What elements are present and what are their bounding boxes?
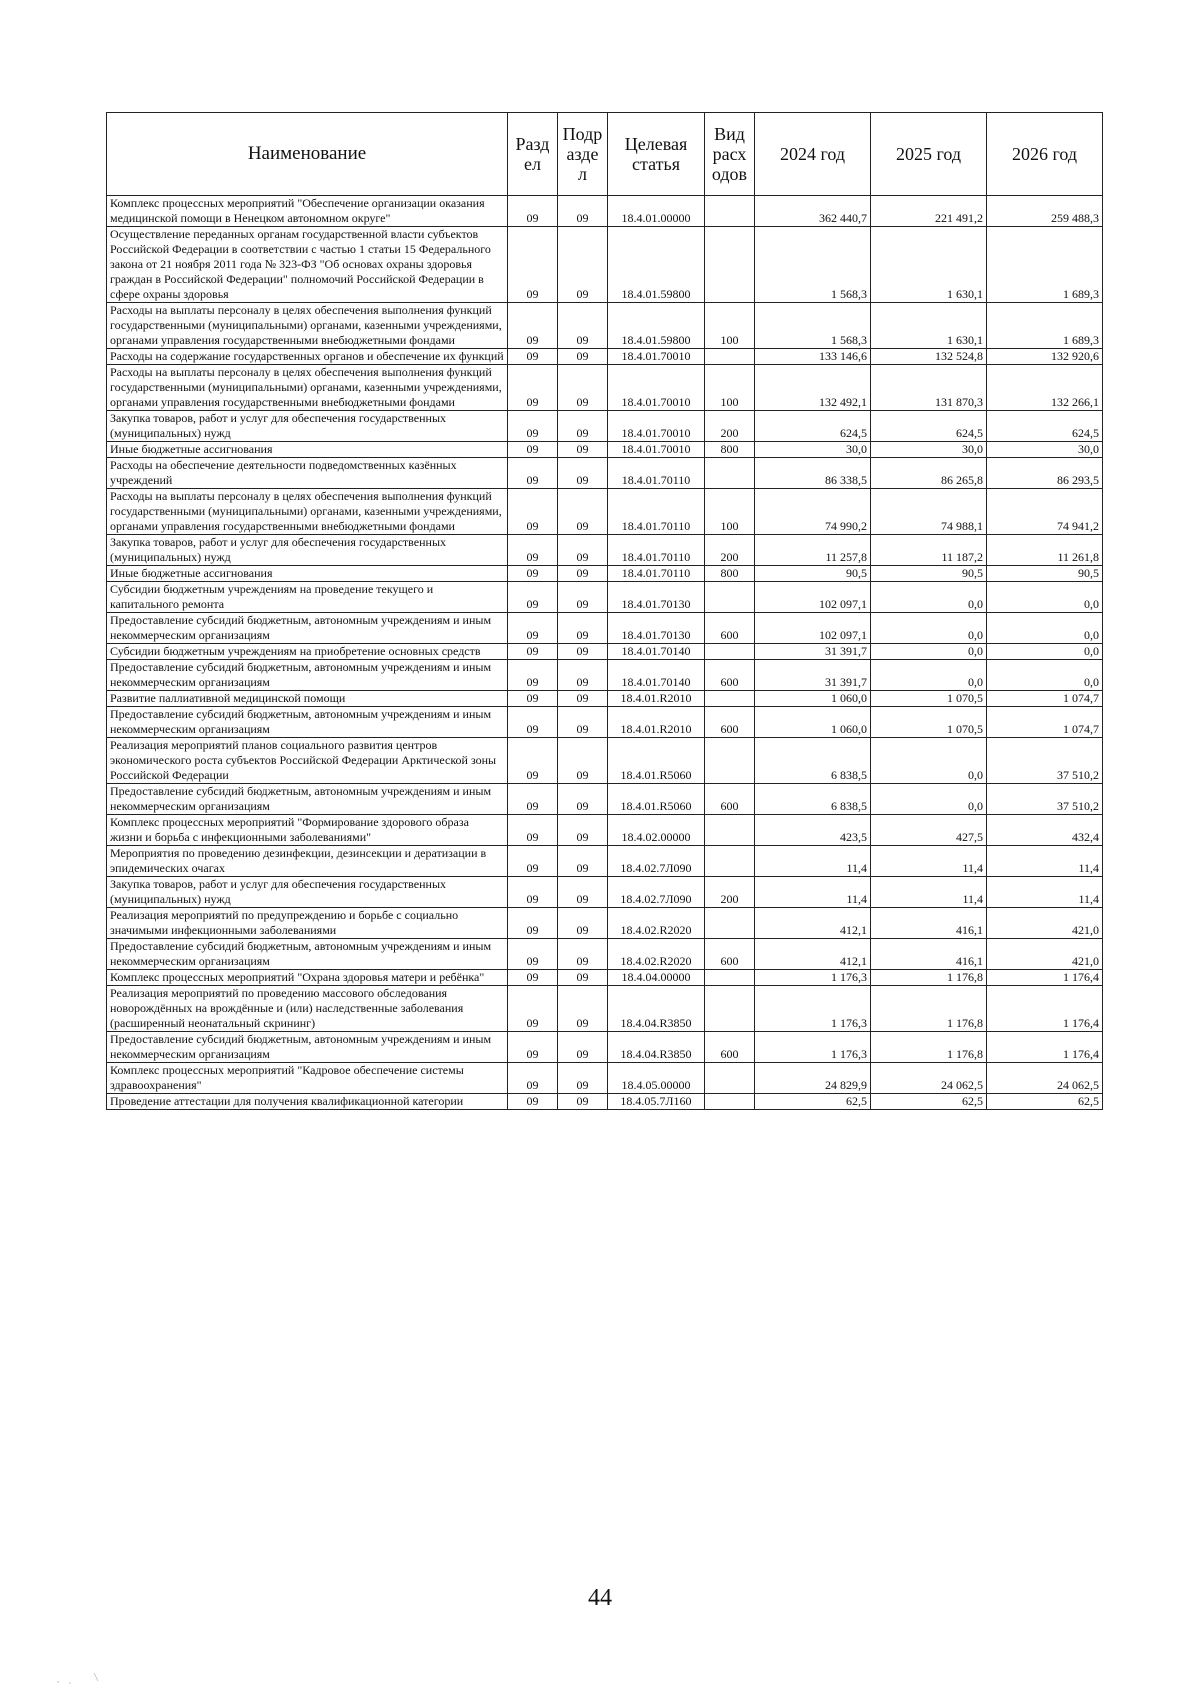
row-section: 09 [508,227,558,303]
row-value-2024: 362 440,7 [755,196,871,227]
row-value-2025: 0,0 [871,644,987,660]
row-subsection: 09 [558,846,608,877]
row-value-2026: 1 176,4 [987,986,1103,1032]
row-value-2026: 0,0 [987,644,1103,660]
row-target-article: 18.4.02.R2020 [608,908,705,939]
row-target-article: 18.4.01.59800 [608,303,705,349]
row-value-2024: 412,1 [755,908,871,939]
row-value-2025: 86 265,8 [871,458,987,489]
row-value-2024: 62,5 [755,1094,871,1110]
header-section: Разд ел [508,113,558,196]
table-row [107,707,1103,738]
table-row [107,970,1103,986]
row-name: Реализация мероприятий по предупреждению и борьбе с социально значимыми инфекционными заболеваниями [107,908,508,939]
row-name: Мероприятия по проведению дезинфекции, дезинсекции и дератизации в эпидемических очагах [107,846,508,877]
row-subsection: 09 [558,691,608,707]
table-row [107,908,1103,939]
row-name: Предоставление субсидий бюджетным, автономным учреждениям и иным некоммерческим организациям [107,613,508,644]
table-row [107,458,1103,489]
row-expense-type: 600 [705,707,755,738]
table-row [107,303,1103,349]
row-target-article: 18.4.01.R5060 [608,784,705,815]
row-section: 09 [508,877,558,908]
table-row [107,939,1103,970]
row-value-2025: 0,0 [871,660,987,691]
row-name: Иные бюджетные ассигнования [107,566,508,582]
table-row [107,815,1103,846]
row-subsection: 09 [558,644,608,660]
row-value-2024: 624,5 [755,411,871,442]
header-year-2024: 2024 год [755,113,871,196]
row-name: Комплекс процессных мероприятий "Охрана здоровья матери и ребёнка" [107,970,508,986]
table-row [107,986,1103,1032]
row-value-2024: 1 176,3 [755,986,871,1032]
budget-sheet [106,112,1102,1110]
table-row [107,877,1103,908]
header-year-2025: 2025 год [871,113,987,196]
row-name: Субсидии бюджетным учреждениям на приобретение основных средств [107,644,508,660]
row-expense-type [705,815,755,846]
row-target-article: 18.4.04.R3850 [608,1032,705,1063]
row-section: 09 [508,815,558,846]
row-value-2024: 31 391,7 [755,660,871,691]
row-expense-type: 800 [705,566,755,582]
row-subsection: 09 [558,227,608,303]
row-subsection: 09 [558,986,608,1032]
table-row [107,1094,1103,1110]
row-value-2024: 1 568,3 [755,227,871,303]
row-section: 09 [508,303,558,349]
table-row [107,535,1103,566]
row-name: Закупка товаров, работ и услуг для обеспечения государственных (муниципальных) нужд [107,535,508,566]
row-value-2024: 74 990,2 [755,489,871,535]
row-expense-type: 100 [705,365,755,411]
row-target-article: 18.4.01.70010 [608,442,705,458]
table-row [107,1032,1103,1063]
row-value-2025: 24 062,5 [871,1063,987,1094]
row-subsection: 09 [558,489,608,535]
row-subsection: 09 [558,877,608,908]
row-value-2026: 11,4 [987,877,1103,908]
row-section: 09 [508,846,558,877]
row-target-article: 18.4.01.70110 [608,535,705,566]
row-subsection: 09 [558,196,608,227]
row-expense-type: 200 [705,411,755,442]
row-value-2025: 1 070,5 [871,707,987,738]
table-row [107,846,1103,877]
row-subsection: 09 [558,908,608,939]
header-expense-type: Вид расх одов [705,113,755,196]
table-row [107,442,1103,458]
row-value-2025: 131 870,3 [871,365,987,411]
row-value-2024: 102 097,1 [755,582,871,613]
table-body [107,196,1103,1110]
row-value-2025: 62,5 [871,1094,987,1110]
row-value-2025: 132 524,8 [871,349,987,365]
row-name: Предоставление субсидий бюджетным, автономным учреждениям и иным некоммерческим организациям [107,707,508,738]
row-name: Иные бюджетные ассигнования [107,442,508,458]
row-subsection: 09 [558,349,608,365]
row-expense-type: 100 [705,303,755,349]
row-expense-type [705,986,755,1032]
row-expense-type [705,458,755,489]
page-number: 44 [588,1585,612,1611]
table-row [107,784,1103,815]
row-value-2026: 1 074,7 [987,691,1103,707]
row-section: 09 [508,566,558,582]
row-value-2024: 90,5 [755,566,871,582]
row-section: 09 [508,908,558,939]
row-name: Осуществление переданных органам государственной власти субъектов Российской Федерации в соответствии с частью 1 статьи 15 Федерального закона от 21 ноября 2011 года № 323-ФЗ "Об основах охраны здоровья граждан в Российской Федерации" полномочий Российской Федерации в сфере охраны здоровья [107,227,508,303]
row-value-2024: 412,1 [755,939,871,970]
row-value-2026: 11,4 [987,846,1103,877]
row-target-article: 18.4.01.70110 [608,458,705,489]
row-target-article: 18.4.02.00000 [608,815,705,846]
row-value-2025: 1 176,8 [871,970,987,986]
row-target-article: 18.4.01.70140 [608,644,705,660]
row-expense-type: 100 [705,489,755,535]
row-subsection: 09 [558,970,608,986]
row-value-2024: 11,4 [755,877,871,908]
row-name: Развитие паллиативной медицинской помощи [107,691,508,707]
row-value-2026: 132 266,1 [987,365,1103,411]
table-row [107,411,1103,442]
row-section: 09 [508,1094,558,1110]
row-value-2025: 1 070,5 [871,691,987,707]
row-target-article: 18.4.01.R2010 [608,707,705,738]
row-section: 09 [508,644,558,660]
row-name: Расходы на выплаты персоналу в целях обеспечения выполнения функций государственными (муниципальными) органами, казенными учреждениями, органами управления государственными внебюджетными фондами [107,365,508,411]
row-section: 09 [508,613,558,644]
row-target-article: 18.4.01.R2010 [608,691,705,707]
row-value-2026: 0,0 [987,660,1103,691]
row-value-2025: 1 630,1 [871,303,987,349]
row-target-article: 18.4.01.70010 [608,365,705,411]
row-name: Предоставление субсидий бюджетным, автономным учреждениям и иным некоммерческим организациям [107,660,508,691]
row-value-2026: 62,5 [987,1094,1103,1110]
table-row [107,582,1103,613]
row-value-2024: 11 257,8 [755,535,871,566]
row-value-2026: 1 176,4 [987,970,1103,986]
row-section: 09 [508,365,558,411]
row-subsection: 09 [558,1032,608,1063]
row-name: Предоставление субсидий бюджетным, автономным учреждениям и иным некоммерческим организациям [107,784,508,815]
row-value-2025: 0,0 [871,613,987,644]
row-subsection: 09 [558,784,608,815]
row-value-2025: 1 630,1 [871,227,987,303]
table-row [107,738,1103,784]
row-expense-type [705,970,755,986]
row-expense-type [705,349,755,365]
row-section: 09 [508,349,558,365]
row-value-2024: 1 568,3 [755,303,871,349]
row-subsection: 09 [558,939,608,970]
row-name: Расходы на выплаты персоналу в целях обеспечения выполнения функций государственными (муниципальными) органами, казенными учреждениями, органами управления государственными внебюджетными фондами [107,489,508,535]
row-section: 09 [508,707,558,738]
row-target-article: 18.4.01.70110 [608,489,705,535]
row-subsection: 09 [558,458,608,489]
row-value-2024: 6 838,5 [755,784,871,815]
row-value-2026: 432,4 [987,815,1103,846]
row-name: Проведение аттестации для получения квалификационной категории [107,1094,508,1110]
row-value-2026: 624,5 [987,411,1103,442]
table-row [107,1063,1103,1094]
row-section: 09 [508,738,558,784]
row-value-2026: 30,0 [987,442,1103,458]
row-expense-type: 200 [705,535,755,566]
row-value-2025: 1 176,8 [871,1032,987,1063]
row-value-2025: 221 491,2 [871,196,987,227]
row-target-article: 18.4.05.00000 [608,1063,705,1094]
row-expense-type: 800 [705,442,755,458]
table-row [107,613,1103,644]
row-value-2026: 1 074,7 [987,707,1103,738]
row-subsection: 09 [558,1063,608,1094]
row-name: Реализация мероприятий планов социального развития центров экономического роста субъектов Российской Федерации Арктической зоны Российской Федерации [107,738,508,784]
row-value-2026: 11 261,8 [987,535,1103,566]
row-expense-type [705,1094,755,1110]
row-section: 09 [508,939,558,970]
row-value-2025: 0,0 [871,582,987,613]
row-name: Расходы на обеспечение деятельности подведомственных казённых учреждений [107,458,508,489]
row-name: Реализация мероприятий по проведению массового обследования новорождённых на врождённые и (или) наследственные заболевания (расширенный неонатальный скрининг) [107,986,508,1032]
table-row [107,196,1103,227]
row-target-article: 18.4.05.7Л160 [608,1094,705,1110]
row-subsection: 09 [558,707,608,738]
header-year-2026: 2026 год [987,113,1103,196]
row-value-2025: 90,5 [871,566,987,582]
row-expense-type [705,691,755,707]
row-value-2025: 0,0 [871,784,987,815]
row-subsection: 09 [558,303,608,349]
row-subsection: 09 [558,411,608,442]
row-target-article: 18.4.02.R2020 [608,939,705,970]
row-value-2024: 133 146,6 [755,349,871,365]
row-target-article: 18.4.01.70130 [608,613,705,644]
table-row [107,227,1103,303]
table-row [107,691,1103,707]
row-value-2024: 86 338,5 [755,458,871,489]
row-target-article: 18.4.01.70010 [608,411,705,442]
row-subsection: 09 [558,566,608,582]
row-subsection: 09 [558,738,608,784]
row-section: 09 [508,1032,558,1063]
row-target-article: 18.4.02.7Л090 [608,846,705,877]
table-row [107,644,1103,660]
row-expense-type [705,738,755,784]
row-value-2025: 416,1 [871,908,987,939]
row-target-article: 18.4.04.R3850 [608,986,705,1032]
row-subsection: 09 [558,613,608,644]
row-target-article: 18.4.01.59800 [608,227,705,303]
row-value-2026: 37 510,2 [987,784,1103,815]
row-target-article: 18.4.01.70110 [608,566,705,582]
budget-table [106,112,1103,1110]
row-section: 09 [508,196,558,227]
row-expense-type: 600 [705,660,755,691]
row-value-2026: 1 689,3 [987,303,1103,349]
row-expense-type: 600 [705,784,755,815]
table-row [107,660,1103,691]
table-row [107,365,1103,411]
row-expense-type [705,227,755,303]
table-header-row [107,113,1103,196]
row-target-article: 18.4.01.70010 [608,349,705,365]
row-subsection: 09 [558,535,608,566]
row-subsection: 09 [558,1094,608,1110]
row-value-2024: 6 838,5 [755,738,871,784]
row-value-2024: 1 060,0 [755,707,871,738]
row-expense-type: 600 [705,613,755,644]
row-name: Комплекс процессных мероприятий "Обеспечение организации оказания медицинской помощи в Ненецком автономном округе" [107,196,508,227]
row-value-2025: 11,4 [871,877,987,908]
row-value-2025: 624,5 [871,411,987,442]
row-section: 09 [508,1063,558,1094]
scan-artifact [54,1672,114,1686]
row-value-2024: 102 097,1 [755,613,871,644]
row-expense-type [705,582,755,613]
row-expense-type [705,908,755,939]
row-name: Расходы на выплаты персоналу в целях обеспечения выполнения функций государственными (муниципальными) органами, казенными учреждениями, органами управления государственными внебюджетными фондами [107,303,508,349]
row-section: 09 [508,970,558,986]
row-target-article: 18.4.01.70140 [608,660,705,691]
row-target-article: 18.4.01.70130 [608,582,705,613]
row-value-2024: 30,0 [755,442,871,458]
row-value-2026: 0,0 [987,582,1103,613]
row-value-2024: 24 829,9 [755,1063,871,1094]
row-section: 09 [508,660,558,691]
row-subsection: 09 [558,582,608,613]
row-name: Комплекс процессных мероприятий "Формирование здорового образа жизни и борьба с инфекционными заболеваниями" [107,815,508,846]
row-expense-type [705,1063,755,1094]
row-name: Закупка товаров, работ и услуг для обеспечения государственных (муниципальных) нужд [107,877,508,908]
row-value-2026: 86 293,5 [987,458,1103,489]
header-subsection: Подр азде л [558,113,608,196]
row-value-2026: 1 689,3 [987,227,1103,303]
row-expense-type [705,846,755,877]
row-value-2024: 31 391,7 [755,644,871,660]
row-value-2024: 11,4 [755,846,871,877]
row-target-article: 18.4.01.R5060 [608,738,705,784]
row-value-2026: 90,5 [987,566,1103,582]
row-value-2026: 421,0 [987,908,1103,939]
row-expense-type: 600 [705,939,755,970]
row-value-2026: 132 920,6 [987,349,1103,365]
row-expense-type: 200 [705,877,755,908]
row-value-2026: 37 510,2 [987,738,1103,784]
row-value-2024: 1 176,3 [755,970,871,986]
row-value-2025: 30,0 [871,442,987,458]
row-value-2026: 0,0 [987,613,1103,644]
row-value-2025: 0,0 [871,738,987,784]
header-name: Наименование [107,113,508,196]
row-name: Предоставление субсидий бюджетным, автономным учреждениям и иным некоммерческим организациям [107,939,508,970]
row-value-2024: 1 060,0 [755,691,871,707]
row-value-2025: 11,4 [871,846,987,877]
table-row [107,349,1103,365]
row-value-2025: 11 187,2 [871,535,987,566]
row-target-article: 18.4.02.7Л090 [608,877,705,908]
row-section: 09 [508,986,558,1032]
row-value-2025: 416,1 [871,939,987,970]
row-target-article: 18.4.01.00000 [608,196,705,227]
row-subsection: 09 [558,815,608,846]
row-value-2026: 421,0 [987,939,1103,970]
row-name: Расходы на содержание государственных органов и обеспечение их функций [107,349,508,365]
row-value-2026: 259 488,3 [987,196,1103,227]
row-value-2026: 74 941,2 [987,489,1103,535]
row-value-2024: 132 492,1 [755,365,871,411]
row-value-2026: 24 062,5 [987,1063,1103,1094]
row-value-2025: 427,5 [871,815,987,846]
row-name: Комплекс процессных мероприятий "Кадровое обеспечение системы здравоохранения" [107,1063,508,1094]
row-name: Субсидии бюджетным учреждениям на проведение текущего и капитального ремонта [107,582,508,613]
row-section: 09 [508,458,558,489]
row-value-2025: 74 988,1 [871,489,987,535]
table-row [107,566,1103,582]
row-section: 09 [508,784,558,815]
row-section: 09 [508,411,558,442]
row-name: Предоставление субсидий бюджетным, автономным учреждениям и иным некоммерческим организациям [107,1032,508,1063]
row-section: 09 [508,489,558,535]
table-row [107,489,1103,535]
row-section: 09 [508,535,558,566]
header-target-article: Целевая статья [608,113,705,196]
row-expense-type [705,644,755,660]
row-section: 09 [508,442,558,458]
row-value-2026: 1 176,4 [987,1032,1103,1063]
row-subsection: 09 [558,442,608,458]
row-subsection: 09 [558,660,608,691]
row-value-2025: 1 176,8 [871,986,987,1032]
row-name: Закупка товаров, работ и услуг для обеспечения государственных (муниципальных) нужд [107,411,508,442]
row-subsection: 09 [558,365,608,411]
row-target-article: 18.4.04.00000 [608,970,705,986]
row-value-2024: 423,5 [755,815,871,846]
row-expense-type [705,196,755,227]
row-section: 09 [508,582,558,613]
row-value-2024: 1 176,3 [755,1032,871,1063]
row-expense-type: 600 [705,1032,755,1063]
row-section: 09 [508,691,558,707]
